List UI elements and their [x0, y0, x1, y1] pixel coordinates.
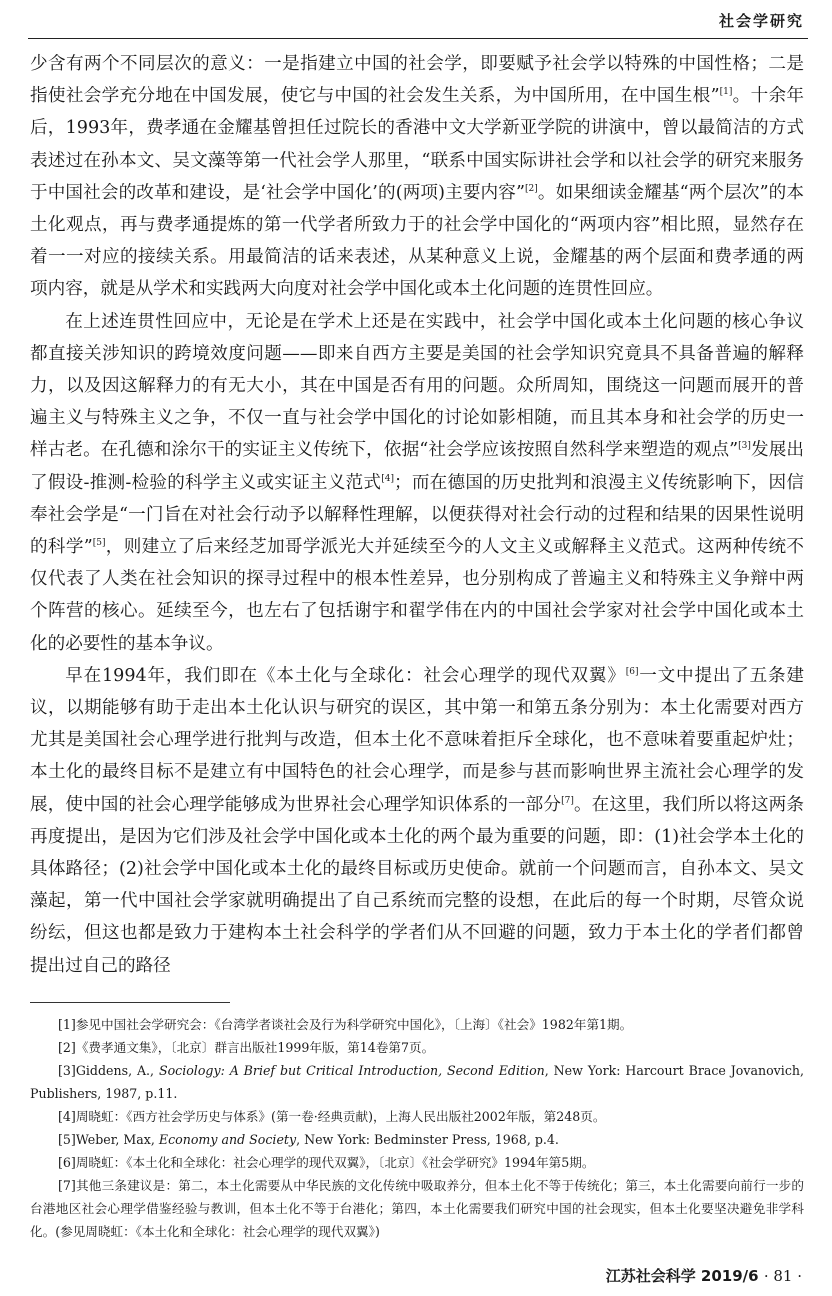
footnote	[30, 1013, 804, 1036]
footnote-ref: [5]	[92, 538, 106, 549]
footnote-ref: [1]	[719, 87, 733, 98]
text-run: [7]其他三条建议是：第二，本土化需要从中华民族的文化传统中吸取养分，但本土化不等于传统化；第三，本土化需要向前行一步的台港地区社会心理学借鉴经验与教训，但本土化不等于台港化；第四，本土化需要我们研究中国的社会现实，但本土化要坚决避免非学科化。(参见周晓虹：《本土化和全球化：社会心理学的现代双翼》)	[30, 1178, 804, 1239]
footnote	[30, 1105, 804, 1128]
footnote-ref: [2]	[525, 183, 538, 194]
footnote-ref: [3]	[738, 441, 751, 452]
footnote	[30, 1059, 804, 1105]
text-run: [3]Giddens, A.,	[58, 1063, 159, 1078]
text-run: [5]Weber, Max,	[58, 1132, 159, 1147]
footnote-separator	[30, 1002, 230, 1003]
text-run: , New York: Bedminster Press, 1968, p.4.	[296, 1132, 559, 1147]
page-header	[28, 0, 808, 39]
footnote-ref: [4]	[381, 473, 394, 484]
text-run: 。十余年后，1993年，费孝通在金耀基曾担任过院长的香港中文大学新亚学院的讲演中，曾以最简洁的方式表述过在孙本文、吴文藻等第一代社会学人那里，“联系中国实际讲社会学和以社会学的研究来服务于中国社会的改革和建设，是‘社会学中国化’的(两项)主要内容”	[30, 86, 804, 203]
footnote	[30, 1174, 804, 1243]
text-run: [1]参见中国社会学研究会：《台湾学者谈社会及行为科学研究中国化》，〔上海〕《社会》1982年第1期。	[58, 1017, 633, 1032]
text-run: 。在这里，我们所以将这两条再度提出，是因为它们涉及社会学中国化或本土化的两个最为重要的问题，即：(1)社会学本土化的具体路径；(2)社会学中国化或本土化的最终目标或历史使命。就前一个问题而言，自孙本文、吴文藻起，第一代中国社会学家就明确提出了自己系统而完整的设想，在此后的每一个时期，尽管众说纷纭，但这也都是致力于建构本土社会科学的学者们从不回避的问题，致力于本土化的学者们都曾提出过自己的路径	[30, 794, 804, 976]
text-run: [2]《费孝通文集》，〔北京〕群言出版社1999年版，第14卷第7页。	[58, 1040, 435, 1055]
text-run: 发展出了假设-推测-检验的科学主义或实证主义范式	[30, 440, 804, 493]
footnote-ref: [6]	[625, 667, 639, 677]
footnotes	[30, 1013, 804, 1243]
text-run: 一文中提出了五条建议，以期能够有助于走出本土化认识与研究的误区，其中第一和第五条分别为：本土化需要对西方尤其是美国社会心理学进行批判与改造，但本土化不意味着拒斥全球化，也不意味着要重起炉灶；本土化的最终目标不是建立有中国特色的社会心理学，而是参与甚而影响世界主流社会心理学的发展，使中国的社会心理学能够成为世界社会心理学知识体系的一部分	[30, 665, 804, 815]
footnote	[30, 1036, 804, 1059]
footnote	[30, 1128, 804, 1151]
paragraph	[30, 306, 804, 660]
paragraph	[30, 660, 804, 982]
text-run: 早在1994年，我们即在《本土化与全球化：社会心理学的现代双翼》	[65, 665, 626, 686]
main-body-text	[30, 48, 804, 982]
journal-name: 江苏社会科学 2019/6	[605, 1267, 759, 1285]
text-run: [4]周晓虹：《西方社会学历史与体系》(第一卷·经典贡献)，上海人民出版社2002年版，第248页。	[58, 1109, 606, 1124]
running-head-title: 社会学研究	[718, 12, 804, 30]
italic-title: Economy and Society	[158, 1132, 297, 1147]
text-run: 。如果细读金耀基“两个层次”的本土化观点，再与费孝通提炼的第一代学者所致力于的社会学中国化的“两项内容”相比照，显然存在着一一对应的接续关系。用最简洁的话来表述，从某种意义上说，金耀基的两个层面和费孝通的两项内容，就是从学术和实践两大向度对社会学中国化或本土化问题的连贯性回应。	[30, 182, 804, 300]
footnote-ref: [7]	[561, 795, 574, 806]
text-run: 少含有两个不同层次的意义：一是指建立中国的社会学，即要赋予社会学以特殊的中国性格；二是指使社会学充分地在中国发展，使它与中国的社会发生关系，为中国所用，在中国生根”	[30, 54, 804, 107]
italic-title: Sociology: A Brief but Critical Introduction, Second Edition	[158, 1063, 545, 1078]
text-run: ，则建立了后来经芝加哥学派光大并延续至今的人文主义或解释主义范式。这两种传统不仅代表了人类在社会知识的探寻过程中的根本性差异，也分别构成了普遍主义和特殊主义争辩中两个阵营的核心。延续至今，也左右了包括谢宇和翟学伟在内的中国社会学家对社会学中国化或本土化的必要性的基本争议。	[30, 537, 804, 654]
text-run: 在上述连贯性回应中，无论是在学术上还是在实践中，社会学中国化或本土化问题的核心争议都直接关涉知识的跨境效度问题——即来自西方主要是美国的社会学知识究竟具不具备普遍的解释力，以及因这解释力的有无大小，其在中国是否有用的问题。众所周知，围绕这一问题而展开的普遍主义与特殊主义之争，不仅一直与社会学中国化的讨论如影相随，而且其本身和社会学的历史一样古老。在孔德和涂尔干的实证主义传统下，依据“社会学应该按照自然科学来塑造的观点”	[30, 311, 804, 461]
page-number: · 81 ·	[763, 1267, 802, 1285]
footnote	[30, 1151, 804, 1174]
page-footer	[606, 1265, 802, 1286]
paragraph	[30, 48, 804, 306]
text-run: , New York: Harcourt Brace Jovanovich, Publishers, 1987, p.11.	[30, 1063, 804, 1101]
text-run: [6]周晓虹：《本土化和全球化：社会心理学的现代双翼》，〔北京〕《社会学研究》1994年第5期。	[58, 1155, 595, 1170]
text-run: ；而在德国的历史批判和浪漫主义传统影响下，因信奉社会学是“一门旨在对社会行动予以解释性理解，以便获得对社会行动的过程和结果的因果性说明的科学”	[30, 472, 804, 558]
